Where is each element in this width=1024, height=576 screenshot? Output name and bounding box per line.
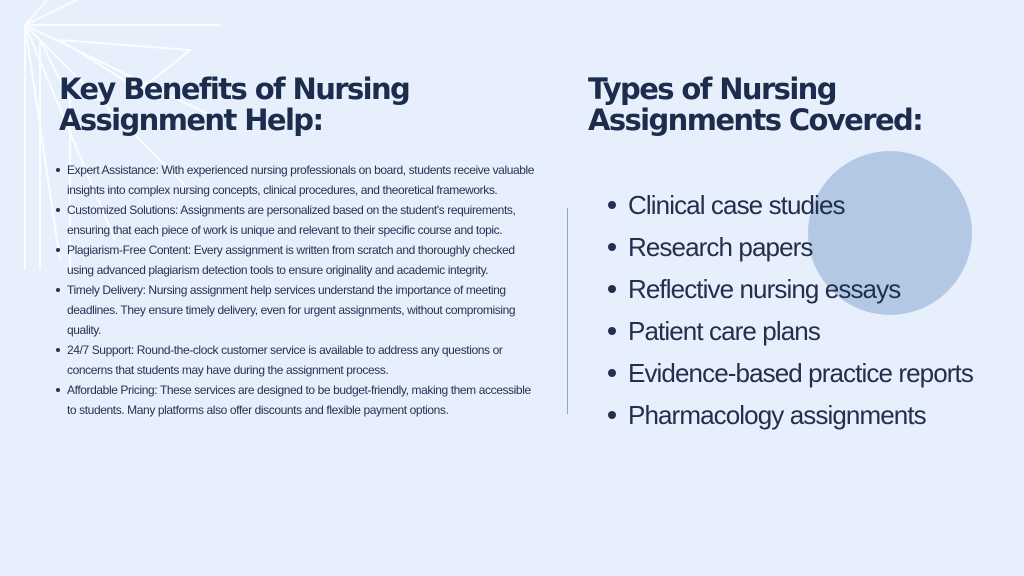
type-item: Reflective nursing essays — [606, 268, 1016, 310]
benefit-item: Plagiarism-Free Content: Every assignment is written from scratch and thoroughly checked using advanced plagiarism detection tools to ensure originality and academic integrity. — [55, 240, 535, 280]
benefits-heading-line-2: Assignment Help: — [59, 103, 323, 137]
benefit-item: Customized Solutions: Assignments are personalized based on the student's requirements, ensuring that each piece of work is unique and relevant to their specific course and topic. — [55, 200, 535, 240]
benefit-item: Affordable Pricing: These services are designed to be budget-friendly, making them accessible to students. Many platforms also offer discounts and flexible payment options. — [55, 380, 535, 420]
types-heading — [588, 74, 1008, 136]
benefit-item: 24/7 Support: Round-the-clock customer service is available to address any questions or concerns that students may have during the assignment process. — [55, 340, 535, 380]
types-heading-line-1: Types of Nursing — [588, 72, 836, 106]
column-divider — [567, 208, 568, 414]
types-heading-line-2: Assignments Covered: — [588, 103, 923, 137]
benefits-heading — [59, 74, 479, 136]
type-item: Clinical case studies — [606, 184, 1016, 226]
benefit-item: Expert Assistance: With experienced nursing professionals on board, students receive valuable insights into complex nursing concepts, clinical procedures, and theoretical frameworks. — [55, 160, 535, 200]
type-item: Pharmacology assignments — [606, 394, 1016, 436]
type-item: Research papers — [606, 226, 1016, 268]
types-list — [606, 184, 1016, 436]
benefits-list — [55, 160, 535, 420]
benefit-item: Timely Delivery: Nursing assignment help services understand the importance of meeting deadlines. They ensure timely delivery, even for urgent assignments, without compromising quality. — [55, 280, 535, 340]
benefits-heading-line-1: Key Benefits of Nursing — [59, 72, 410, 106]
type-item: Patient care plans — [606, 310, 1016, 352]
type-item: Evidence-based practice reports — [606, 352, 1016, 394]
